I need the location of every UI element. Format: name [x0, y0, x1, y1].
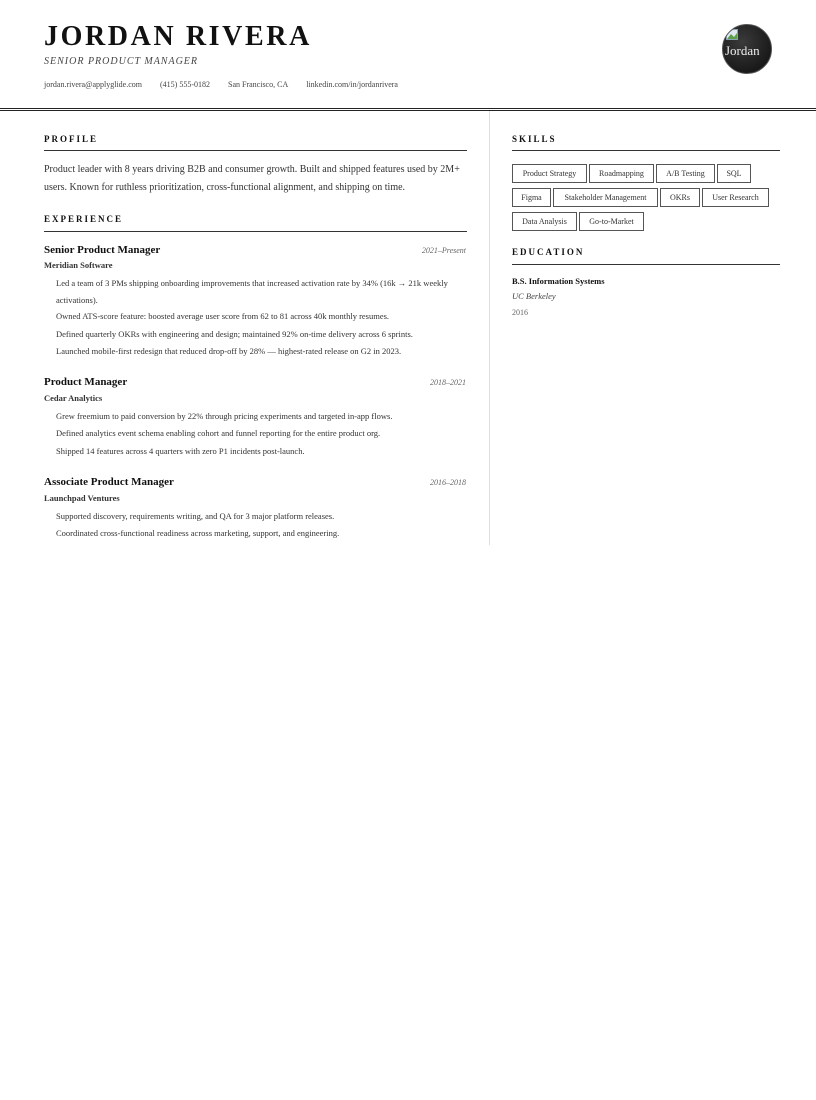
candidate-name: JORDAN RIVERA — [44, 21, 312, 52]
job-bullet: Defined quarterly OKRs with engineering and design; maintained 92% on-time delivery across 6 sprints. — [56, 329, 413, 339]
profile-heading: PROFILE — [44, 134, 99, 144]
job-title: Associate Product Manager — [44, 476, 174, 488]
skill-chip: Go-to-Market — [579, 212, 644, 231]
job-bullet: Led a team of 3 PMs shipping onboarding improvements that increased activation rate by 34% (16k → 21k weekly activations). — [56, 278, 448, 305]
education-school: UC Berkeley — [512, 291, 556, 301]
skills-heading: SKILLS — [512, 134, 557, 144]
education-heading: EDUCATION — [512, 247, 585, 257]
job-bullet: Shipped 14 features across 4 quarters with zero P1 incidents post-launch. — [56, 446, 305, 456]
job-company: Meridian Software — [44, 260, 113, 270]
job-dates: 2021–Present — [421, 246, 466, 255]
education-year: 2016 — [512, 308, 528, 317]
skill-chip: OKRs — [660, 188, 700, 207]
skill-chip: SQL — [717, 164, 751, 183]
job-dates: 2018–2021 — [430, 378, 466, 387]
avatar-alt-text: Jordan — [725, 43, 760, 58]
skill-chip: A/B Testing — [656, 164, 715, 183]
job-title: Senior Product Manager — [44, 244, 161, 256]
job-company: Launchpad Ventures — [44, 493, 120, 503]
contact-linkedin[interactable]: linkedin.com/in/jordanrivera — [306, 80, 398, 89]
profile-rule — [44, 150, 467, 151]
profile-summary: Product leader with 8 years driving B2B and consumer growth. Built and shipped features used by 2M+ users. Known for ruthless prioritization, cross-functional alignment, and shipping on time. — [44, 164, 460, 193]
job-bullet: Defined analytics event schema enabling cohort and funnel reporting for the entire product org. — [56, 428, 381, 438]
job-bullet: Supported discovery, requirements writing, and QA for 3 major platform releases. — [56, 511, 335, 521]
job-bullet: Owned ATS-score feature: boosted average user score from 62 to 81 across 40k monthly resumes. — [56, 311, 390, 321]
column-divider — [489, 111, 490, 545]
contact-line — [44, 80, 414, 90]
skill-chip: Figma — [512, 188, 551, 207]
contact-phone: (415) 555-0182 — [160, 80, 210, 89]
skills-rule — [512, 150, 780, 151]
experience-heading: EXPERIENCE — [44, 214, 124, 224]
skill-chip: Roadmapping — [589, 164, 654, 183]
skill-chip: Stakeholder Management — [553, 188, 658, 207]
skill-chip: Product Strategy — [512, 164, 587, 183]
education-rule — [512, 264, 780, 265]
broken-image-icon — [726, 29, 738, 40]
resume-header — [0, 0, 816, 112]
job-dates: 2016–2018 — [430, 478, 466, 487]
job-bullet: Grew freemium to paid conversion by 22% through pricing experiments and targeted in-app flows. — [56, 411, 393, 421]
contact-location: San Francisco, CA — [228, 80, 289, 89]
skill-chip: Data Analysis — [512, 212, 577, 231]
candidate-headline: SENIOR PRODUCT MANAGER — [44, 56, 199, 67]
avatar — [722, 24, 772, 74]
header-rule-bottom — [0, 110, 816, 111]
job-bullet: Coordinated cross-functional readiness across marketing, support, and engineering. — [56, 528, 340, 538]
job-company: Cedar Analytics — [44, 393, 103, 403]
education-degree: B.S. Information Systems — [512, 276, 605, 286]
header-rule-top — [0, 108, 816, 109]
skill-chip: User Research — [702, 188, 769, 207]
job-bullet: Launched mobile-first redesign that reduced drop-off by 28% — highest-rated release on G2 in 2023. — [56, 346, 402, 356]
contact-email[interactable]: jordan.rivera@applyglide.com — [44, 80, 142, 89]
experience-rule — [44, 231, 467, 232]
job-title: Product Manager — [44, 376, 128, 388]
